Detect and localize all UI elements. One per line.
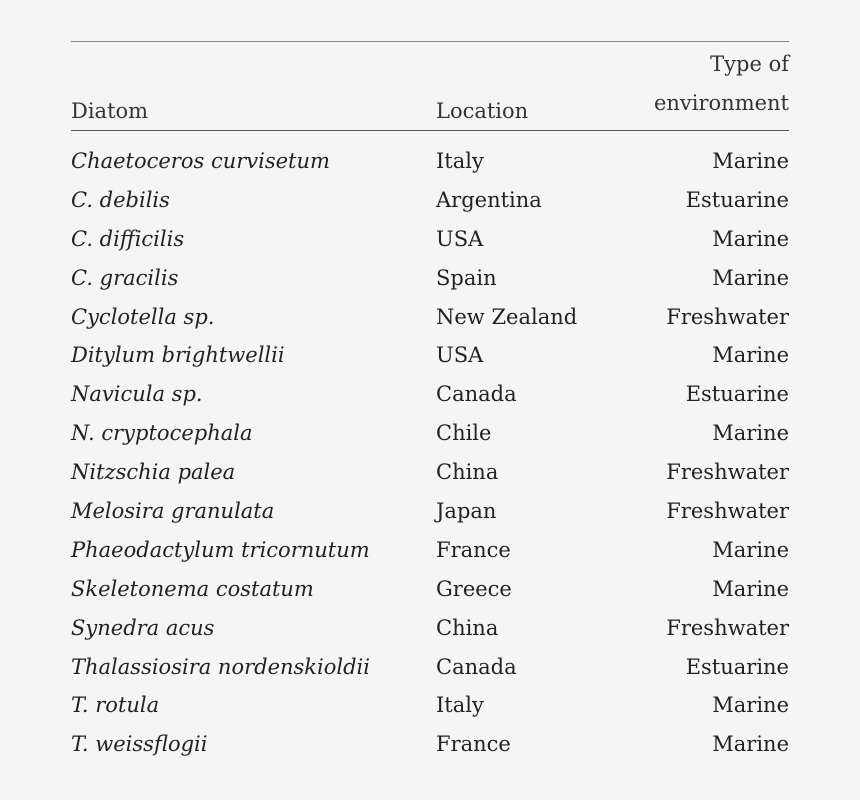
cell-diatom: Nitzschia palea (71, 460, 236, 485)
cell-diatom: T. rotula (71, 693, 160, 718)
cell-location: Chile (436, 421, 492, 446)
cell-diatom: Skeletonema costatum (71, 576, 314, 601)
cell-location: China (436, 615, 499, 640)
cell-diatom: C. difficilis (71, 226, 185, 251)
cell-diatom: T. weissflogii (71, 732, 208, 757)
cell-diatom: Cyclotella sp. (71, 304, 215, 329)
header-location: Location (436, 99, 529, 123)
cell-environment: Marine (712, 226, 789, 251)
cell-location: Canada (436, 654, 517, 679)
cell-environment: Marine (712, 537, 789, 562)
cell-diatom: Phaeodactylum tricornutum (71, 537, 370, 562)
table-row (71, 453, 789, 492)
cell-location: Canada (436, 382, 517, 407)
cell-environment: Marine (712, 149, 789, 173)
header-environment-line1: Type of (710, 52, 789, 76)
cell-diatom: Thalassiosira nordenskioldii (71, 654, 370, 679)
cell-location: Japan (436, 499, 497, 524)
table-row (71, 648, 789, 687)
cell-environment: Freshwater (666, 499, 789, 524)
cell-location: USA (436, 343, 484, 368)
cell-environment: Marine (712, 693, 789, 718)
table-row (71, 142, 789, 181)
cell-diatom: C. debilis (71, 187, 170, 212)
cell-diatom: Chaetoceros curvisetum (71, 149, 330, 173)
cell-location: Spain (436, 265, 497, 290)
cell-location: China (436, 460, 499, 485)
table-row (71, 686, 789, 725)
cell-environment: Freshwater (666, 460, 789, 485)
cell-environment: Marine (712, 576, 789, 601)
cell-environment: Marine (712, 732, 789, 757)
header-environment (654, 45, 789, 123)
cell-environment: Freshwater (666, 304, 789, 329)
cell-diatom: Ditylum brightwellii (71, 343, 285, 368)
cell-location: Italy (436, 149, 484, 173)
table-row (71, 220, 789, 259)
table-row (71, 181, 789, 220)
cell-diatom: Navicula sp. (71, 382, 203, 407)
cell-location: USA (436, 226, 484, 251)
table-row (71, 375, 789, 414)
cell-location: Italy (436, 693, 484, 718)
header-diatom: Diatom (71, 99, 149, 123)
cell-environment: Estuarine (685, 382, 789, 407)
cell-environment: Estuarine (685, 187, 789, 212)
table-row (71, 725, 789, 764)
table-row (71, 414, 789, 453)
cell-diatom: Melosira granulata (71, 499, 275, 524)
cell-environment: Estuarine (685, 654, 789, 679)
table-row (71, 298, 789, 337)
table-row (71, 609, 789, 648)
table-row (71, 570, 789, 609)
table-row (71, 336, 789, 375)
cell-location: New Zealand (436, 304, 578, 329)
table-row (71, 259, 789, 298)
cell-diatom: Synedra acus (71, 615, 215, 640)
cell-location: Greece (436, 576, 512, 601)
cell-environment: Marine (712, 265, 789, 290)
cell-environment: Marine (712, 343, 789, 368)
cell-diatom: N. cryptocephala (71, 421, 253, 446)
cell-diatom: C. gracilis (71, 265, 179, 290)
table-header (71, 42, 789, 131)
diatom-table (71, 41, 789, 764)
cell-location: France (436, 732, 511, 757)
cell-location: France (436, 537, 511, 562)
cell-environment: Marine (712, 421, 789, 446)
cell-environment: Freshwater (666, 615, 789, 640)
table-row (71, 492, 789, 531)
header-environment-line2: environment (653, 91, 789, 115)
table-row (71, 531, 789, 570)
cell-location: Argentina (436, 187, 542, 212)
table-body (71, 142, 789, 764)
